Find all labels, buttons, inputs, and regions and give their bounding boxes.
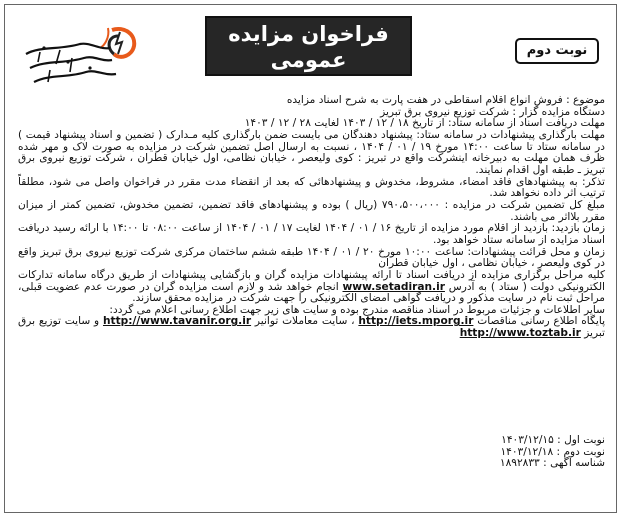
first-publish-date: نوبت اول : ۱۴۰۳/۱۲/۱۵ — [501, 434, 605, 446]
guarantee-paragraph: مبلغ کل تضمین شرکت در مزایده : ۷۹۰،۵۰۰،۰۰۰ (ریال ) بوده و پیشنهادهای فاقد تضمین، تضمین مخدوش، تضمین کمتر از میزان مقرر بلااثر می باشند. — [18, 198, 605, 223]
auctioneer-line: دستگاه مزایده گزار : شرکت توزیع نیروی برق تبریز — [380, 105, 605, 118]
ad-id: شناسه آگهی : ۱۸۹۲۸۳۳ — [499, 457, 605, 470]
visit-paragraph: زمان بازدید: بازدید از اقلام مورد مزایده از تاریخ ۱۶ / ۰۱ / ۱۴۰۴ لغایت ۱۷ / ۰۱ / ۱۴۰۴ از ساعت ۰۸:۰۰ تا ۱۴:۰۰ با ارائه رسید دریافت اسناد مزایده از سامانه ستاد خواهد بود. — [18, 222, 605, 246]
opening-paragraph: زمان و محل قرائت پیشنهادات: ساعت ۱۰:۰۰ مورخ ۲۰ / ۰۱ / ۱۴۰۴ طبقه ششم ساختمان مرکزی شرکت توزیع نیروی برق تبریز واقع در کوی ولیعصر ، خیابان نظامی ، اول خیابان قطران — [18, 245, 606, 270]
publish-info — [500, 435, 605, 470]
page-subtitle: یک مرحله ای — [242, 74, 375, 98]
process-paragraph — [18, 270, 605, 305]
tavanir-link[interactable]: http://www.tavanir.org.ir — [102, 315, 252, 328]
edition-badge: نوبت دوم — [515, 38, 599, 64]
notice-body — [18, 95, 605, 340]
sites-text-2: ، سایت معاملات توانیر — [254, 315, 355, 328]
subject-line: موضوع : فروش انواع اقلام اسقاطی در هفت پارت به شرح اسناد مزایده — [286, 94, 605, 106]
title-banner — [205, 16, 412, 98]
docs-deadline-line: مهلت دریافت اسناد از سامانه ستاد: از تاریخ ۱۸ / ۱۲ / ۱۴۰۳ لغایت ۲۸ / ۱۲ / ۱۴۰۳ — [244, 117, 605, 130]
setadiran-link[interactable]: www.setadiran.ir — [342, 280, 445, 293]
toztab-link[interactable]: http://www.toztab.ir — [459, 327, 581, 340]
company-logo — [20, 24, 140, 94]
sites-text-3: و سایت توزیع برق تبریز — [18, 315, 605, 340]
page-title: فراخوان مزایده عمومی — [228, 22, 389, 72]
note-paragraph: تذکر: به پیشنهادهای فاقد امضاء، مشروط، مخدوش و پیشنهادهائی که بعد از انقضاء مدت مقرر در فراخوان واصل می شود، مطلقاً ترتیب اثر داده نخواهد شد. — [18, 175, 605, 200]
process-text-1: کلیه مراحل برگزاری مزایده از دریافت اسناد تا ارائه پیشنهادات مزایده گران و بازگشایی پیشنهادات از طریق درگاه سامانه تدارکات الکترونیکی دولت ( ستاد ) به آدرس — [18, 268, 605, 293]
sites-paragraph — [18, 316, 605, 339]
sites-text-1: پایگاه اطلاع رسانی مناقصات — [477, 315, 606, 328]
proposals-deadline-paragraph: مهلت بارگذاری پیشنهادات در سامانه ستاد: پیشنهاد دهندگان می بایست ضمن بارگذاری کلیه مـدارک ( تضمین و اسناد پیشنهاد قیمت ) در سامانه ستاد تا ساعت ۱۴:۰۰ مورخ ۱۹ / ۰۱ / ۱۴۰۴ ، نسبت به ارسال اصل تضمین شرکت در مزایده به صورت لاک و مهر شده ظرف همان مهلت به دبیرخانه اینشرکت واقع در تبریز : کوی ولیعصر ، خیابان نظامی، اول خیابان قطران ، شرکت توزیع نیروی برق تبریز ـ طبقه اول اقدام نمایند. — [18, 128, 605, 176]
process-text-2: انجام خواهد شد و لازم است مزایده گران در صورت عدم عضویت قبلی، مراحل ثبت نام در سایت مذکور و دریافت گواهی امضای الکترونیکی را جهت شرکت در مزایده محقق سازند. — [18, 280, 605, 305]
info-line: سایر اطلاعات و جزئیات مربوط در اسناد مناقصه مندرج بوده و سایت های زیر جهت اطلاع رسانی اعلام می گردد: — [109, 303, 605, 316]
iets-link[interactable]: http://iets.mporg.ir — [358, 315, 474, 328]
second-publish-date: نوبت دوم : ۱۴۰۳/۱۲/۱۸ — [500, 445, 605, 458]
power-distribution-logo-icon — [20, 24, 140, 94]
